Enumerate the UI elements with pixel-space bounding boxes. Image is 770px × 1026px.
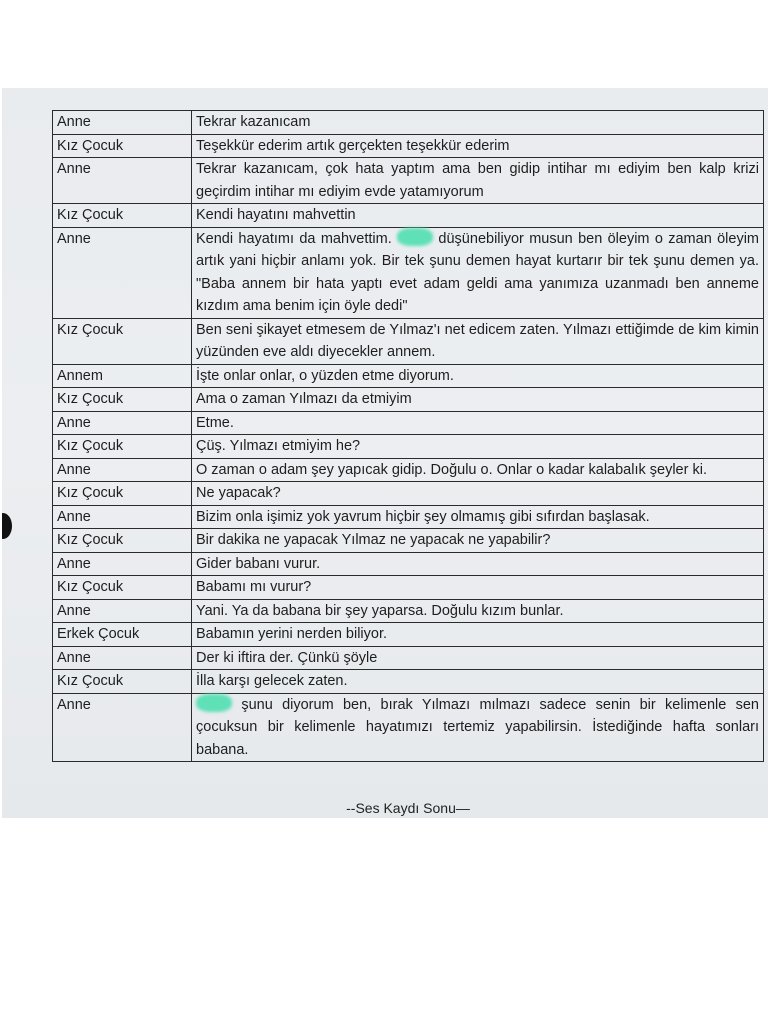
- utterance-text: Ama o zaman Yılmazı da etmiyim: [196, 391, 412, 407]
- table-row: [53, 204, 764, 228]
- table-row: [53, 458, 764, 482]
- transcript-table: [52, 110, 764, 762]
- table-row: [53, 134, 764, 158]
- utterance-text: Tekrar kazanıcam, çok hata yaptım ama ben gidip intihar mı ediyim ben kalp krizi geçirdim intihar mı ediyim evde yatamıyorum: [196, 161, 759, 200]
- utterance-cell: [192, 505, 764, 529]
- table-row: [53, 693, 764, 762]
- speaker-cell: Anne: [53, 458, 192, 482]
- redaction-mark: [397, 228, 433, 246]
- utterance-text: Ne yapacak?: [196, 485, 281, 501]
- speaker-cell: Anne: [53, 505, 192, 529]
- utterance-cell: [192, 576, 764, 600]
- utterance-cell: [192, 134, 764, 158]
- utterance-text: Babamın yerini nerden biliyor.: [196, 626, 388, 642]
- speaker-cell: Kız Çocuk: [53, 482, 192, 506]
- utterance-cell: [192, 458, 764, 482]
- table-row: [53, 670, 764, 694]
- speaker-cell: Anne: [53, 693, 192, 762]
- table-row: [53, 599, 764, 623]
- utterance-text: Ben seni şikayet etmesem de Yılmaz'ı net edicem zaten. Yılmazı ettiğimde de kim kimin yüzünden eve aldı diyecekler annem.: [196, 321, 759, 360]
- utterance-text-continued: düşünebiliyor musun ben öleyim o zaman öleyim artık yani hiçbir anlamı yok. Bir tek şunu demen hayat kurtarır bir tek şunu demen ya. "Baba annem bir hata yaptı evet adam geldi ama yanımıza uzanmadı ben anneme kızdım ama benim için öyle dedi": [196, 230, 760, 314]
- speaker-cell: Anne: [53, 227, 192, 318]
- footer-text: --Ses Kaydı Sonu—: [346, 800, 470, 816]
- utterance-text: Etme.: [196, 414, 234, 431]
- speaker-cell: Annem: [53, 364, 192, 388]
- utterance-text: Kendi hayatını mahvettin: [196, 207, 356, 223]
- table-row: [53, 576, 764, 600]
- speaker-cell: Kız Çocuk: [53, 204, 192, 228]
- utterance-cell: [192, 670, 764, 694]
- utterance-cell: [192, 158, 764, 204]
- table-row: [53, 411, 764, 435]
- utterance-text: Babamı mı vurur?: [196, 579, 312, 595]
- speaker-cell: Kız Çocuk: [53, 576, 192, 600]
- table-row: [53, 482, 764, 506]
- utterance-cell: [192, 482, 764, 506]
- speaker-cell: Kız Çocuk: [53, 134, 192, 158]
- speaker-cell: Anne: [53, 111, 192, 135]
- table-row: [53, 505, 764, 529]
- speaker-cell: Anne: [53, 552, 192, 576]
- utterance-cell: [192, 623, 764, 647]
- table-row: [53, 318, 764, 364]
- redaction-mark: [196, 694, 232, 712]
- speaker-cell: Erkek Çocuk: [53, 623, 192, 647]
- speaker-cell: Kız Çocuk: [53, 435, 192, 459]
- table-row: [53, 529, 764, 553]
- utterance-text: Teşekkür ederim artık gerçekten teşekkür ederim: [196, 137, 510, 154]
- table-row: [53, 364, 764, 388]
- utterance-cell: [192, 318, 764, 364]
- speaker-cell: Kız Çocuk: [53, 529, 192, 553]
- speaker-cell: Anne: [53, 646, 192, 670]
- document-photo: [2, 88, 768, 818]
- speaker-cell: Anne: [53, 411, 192, 435]
- table-row: [53, 158, 764, 204]
- utterance-cell: [192, 435, 764, 459]
- table-row: [53, 646, 764, 670]
- utterance-cell: [192, 529, 764, 553]
- utterance-cell: [192, 599, 764, 623]
- speaker-cell: Kız Çocuk: [53, 388, 192, 412]
- utterance-cell: [192, 552, 764, 576]
- table-row: [53, 111, 764, 135]
- table-row: [53, 388, 764, 412]
- utterance-text: O zaman o adam şey yapıcak gidip. Doğulu o. Onlar o kadar kalabalık şeyler ki.: [196, 461, 707, 478]
- speaker-cell: Kız Çocuk: [53, 318, 192, 364]
- utterance-cell: [192, 364, 764, 388]
- table-row: [53, 227, 764, 318]
- utterance-text: İlla karşı gelecek zaten.: [196, 673, 348, 689]
- utterance-text: İşte onlar onlar, o yüzden etme diyorum.: [196, 367, 454, 384]
- utterance-cell: [192, 411, 764, 435]
- binder-hole: [2, 513, 12, 539]
- utterance-cell: [192, 388, 764, 412]
- utterance-text: Yani. Ya da babana bir şey yaparsa. Doğulu kızım bunlar.: [196, 602, 564, 619]
- utterance-text: Bir dakika ne yapacak Yılmaz ne yapacak ne yapabilir?: [196, 532, 551, 548]
- utterance-text: Çüş. Yılmazı etmiyim he?: [196, 438, 361, 454]
- utterance-cell: [192, 693, 764, 762]
- utterance-cell: [192, 227, 764, 318]
- utterance-cell: [192, 204, 764, 228]
- utterance-text: Tekrar kazanıcam: [196, 114, 311, 130]
- utterance-text: Der ki iftira der. Çünkü şöyle: [196, 649, 378, 666]
- utterance-text-continued: şunu diyorum ben, bırak Yılmazı mılmazı sadece senin bir kelimenle sen çocuksun bir kelimenle hayatımızı tertemiz yapabilirsin. İstediğinde hafta sonları babana.: [196, 696, 759, 758]
- utterance-text: Bizim onla işimiz yok yavrum hiçbir şey olmamış gibi sıfırdan başlasak.: [196, 508, 650, 525]
- utterance-cell: [192, 111, 764, 135]
- utterance-text: Kendi hayatımı da mahvettim.: [196, 230, 398, 247]
- utterance-cell: [192, 646, 764, 670]
- speaker-cell: Kız Çocuk: [53, 670, 192, 694]
- table-row: [53, 623, 764, 647]
- speaker-cell: Anne: [53, 599, 192, 623]
- speaker-cell: Anne: [53, 158, 192, 204]
- utterance-text: Gider babanı vurur.: [196, 555, 321, 572]
- table-row: [53, 552, 764, 576]
- table-row: [53, 435, 764, 459]
